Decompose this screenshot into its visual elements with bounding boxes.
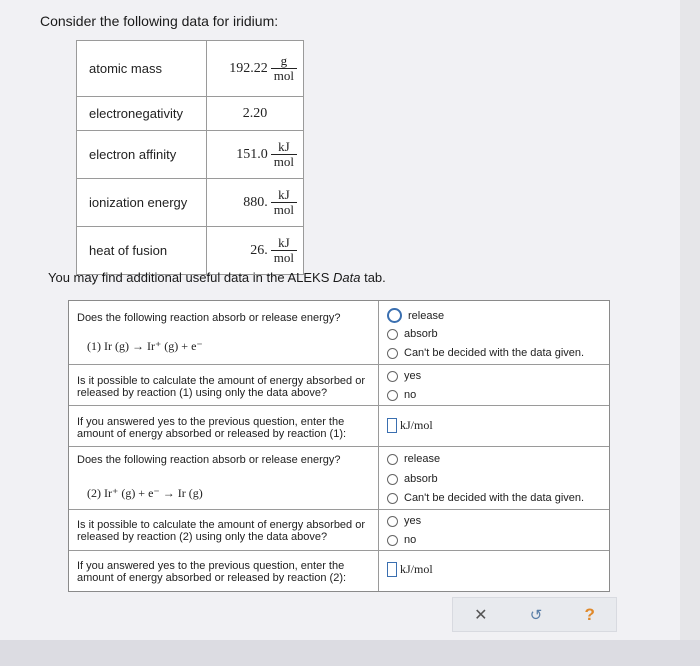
unit-numerator: kJ [278, 187, 290, 202]
question-cell [69, 509, 379, 550]
option-label: no [404, 389, 417, 401]
table-row [77, 227, 304, 275]
question-text: If you answered yes to the previous question, enter the amount of energy absorbed or released by reaction (2): [77, 560, 347, 584]
undo-icon[interactable]: ↺ [529, 606, 543, 624]
option-absorb[interactable] [387, 473, 438, 485]
question-text: Is it possible to calculate the amount of energy absorbed or released by reaction (1) using only the data above? [77, 375, 366, 399]
data-tab-note [48, 270, 386, 285]
radio-button[interactable] [387, 390, 398, 401]
table-row [77, 179, 304, 227]
property-label: atomic mass [77, 41, 207, 97]
unit-label: kJ/mol [400, 562, 433, 576]
option-no[interactable] [387, 534, 416, 546]
option-yes[interactable] [387, 370, 421, 382]
option-no[interactable] [387, 389, 416, 401]
property-value-cell [207, 131, 304, 179]
option-label: no [404, 534, 417, 546]
answer-toolbar [452, 597, 617, 632]
answer-cell [379, 301, 609, 364]
answer-input-box[interactable] [387, 418, 397, 433]
question-text: Does the following reaction absorb or release energy? [77, 454, 341, 466]
property-value-cell [207, 41, 304, 97]
radio-button[interactable] [387, 371, 398, 382]
question-row-4 [69, 446, 609, 510]
radio-button[interactable] [387, 329, 398, 340]
property-value: 2.20 [242, 105, 268, 121]
option-cannot-decide[interactable] [387, 492, 584, 504]
radio-button[interactable] [387, 474, 398, 485]
radio-button[interactable] [387, 493, 398, 504]
intro-text: Consider the following data for iridium: [40, 13, 279, 29]
question-text: Does the following reaction absorb or release energy? [77, 312, 341, 324]
question-row-5 [69, 509, 609, 551]
table-row [77, 131, 304, 179]
clear-icon[interactable]: ✕ [474, 606, 488, 624]
unit-fraction [271, 140, 297, 169]
option-label: release [404, 453, 441, 465]
property-value: 880. [243, 194, 268, 210]
radio-button[interactable] [387, 348, 398, 359]
option-label: release [408, 309, 445, 322]
answer-cell [379, 509, 609, 550]
energy-answer-field[interactable] [387, 562, 433, 577]
unit-fraction [271, 188, 297, 217]
radio-button[interactable] [387, 454, 398, 465]
option-yes[interactable] [387, 515, 421, 527]
option-label: yes [404, 370, 422, 382]
answer-cell [379, 446, 609, 509]
unit-denominator: mol [271, 202, 297, 217]
question-cell [69, 446, 379, 509]
property-value-cell [207, 97, 304, 131]
unit-denominator: mol [271, 154, 297, 169]
option-release[interactable] [387, 308, 444, 323]
radio-button[interactable] [387, 516, 398, 527]
property-value-cell [207, 179, 304, 227]
property-value-cell [207, 227, 304, 275]
option-release[interactable] [387, 453, 440, 465]
property-value: 151.0 [236, 146, 268, 162]
unit-denominator: mol [271, 68, 297, 83]
data-tab-name: Data [333, 270, 361, 285]
property-label: heat of fusion [77, 227, 207, 275]
property-value: 26. [250, 242, 268, 258]
option-label: Can't be decided with the data given. [404, 347, 585, 359]
question-cell [69, 405, 379, 446]
question-cell [69, 301, 379, 364]
option-label: absorb [404, 473, 438, 485]
properties-table [76, 40, 304, 275]
reaction-equation-2: (2) Ir⁺ (g) + e⁻ → Ir (g) [87, 486, 203, 500]
option-absorb[interactable] [387, 328, 438, 340]
table-row [77, 41, 304, 97]
question-cell [69, 364, 379, 405]
answer-cell [379, 364, 609, 405]
question-cell [69, 550, 379, 591]
option-cannot-decide[interactable] [387, 347, 584, 359]
table-row [77, 97, 304, 131]
unit-numerator: kJ [278, 139, 290, 154]
unit-denominator: mol [271, 250, 297, 265]
bottom-bar [0, 640, 700, 666]
question-row-3 [69, 405, 609, 447]
unit-numerator: g [280, 53, 288, 68]
property-value: 192.22 [229, 60, 268, 76]
unit-label: kJ/mol [400, 418, 433, 432]
question-row-1 [69, 301, 609, 365]
unit-fraction [271, 54, 297, 83]
radio-button-selected[interactable] [387, 308, 402, 323]
question-row-6 [69, 550, 609, 591]
energy-answer-field[interactable] [387, 418, 433, 433]
option-label: Can't be decided with the data given. [404, 492, 585, 504]
unit-fraction [271, 236, 297, 265]
reaction-equation-1: (1) Ir (g) → Ir⁺ (g) + e⁻ [87, 339, 203, 353]
question-row-2 [69, 364, 609, 406]
property-label: electronegativity [77, 97, 207, 131]
answer-input-box[interactable] [387, 562, 397, 577]
help-icon[interactable]: ? [584, 604, 595, 624]
option-label: yes [404, 515, 422, 527]
option-label: absorb [404, 328, 438, 340]
question-text: If you answered yes to the previous question, enter the amount of energy absorbed or released by reaction (1): [77, 416, 347, 440]
question-panel [68, 300, 610, 592]
answer-cell [379, 405, 609, 446]
question-text: Is it possible to calculate the amount of energy absorbed or released by reaction (2) using only the data above? [77, 519, 366, 543]
note-text-end: tab. [360, 270, 386, 285]
property-label: electron affinity [77, 131, 207, 179]
note-text: You may find additional useful data in the ALEKS [48, 270, 333, 285]
answer-cell [379, 550, 609, 591]
radio-button[interactable] [387, 535, 398, 546]
unit-numerator: kJ [278, 235, 290, 250]
property-label: ionization energy [77, 179, 207, 227]
